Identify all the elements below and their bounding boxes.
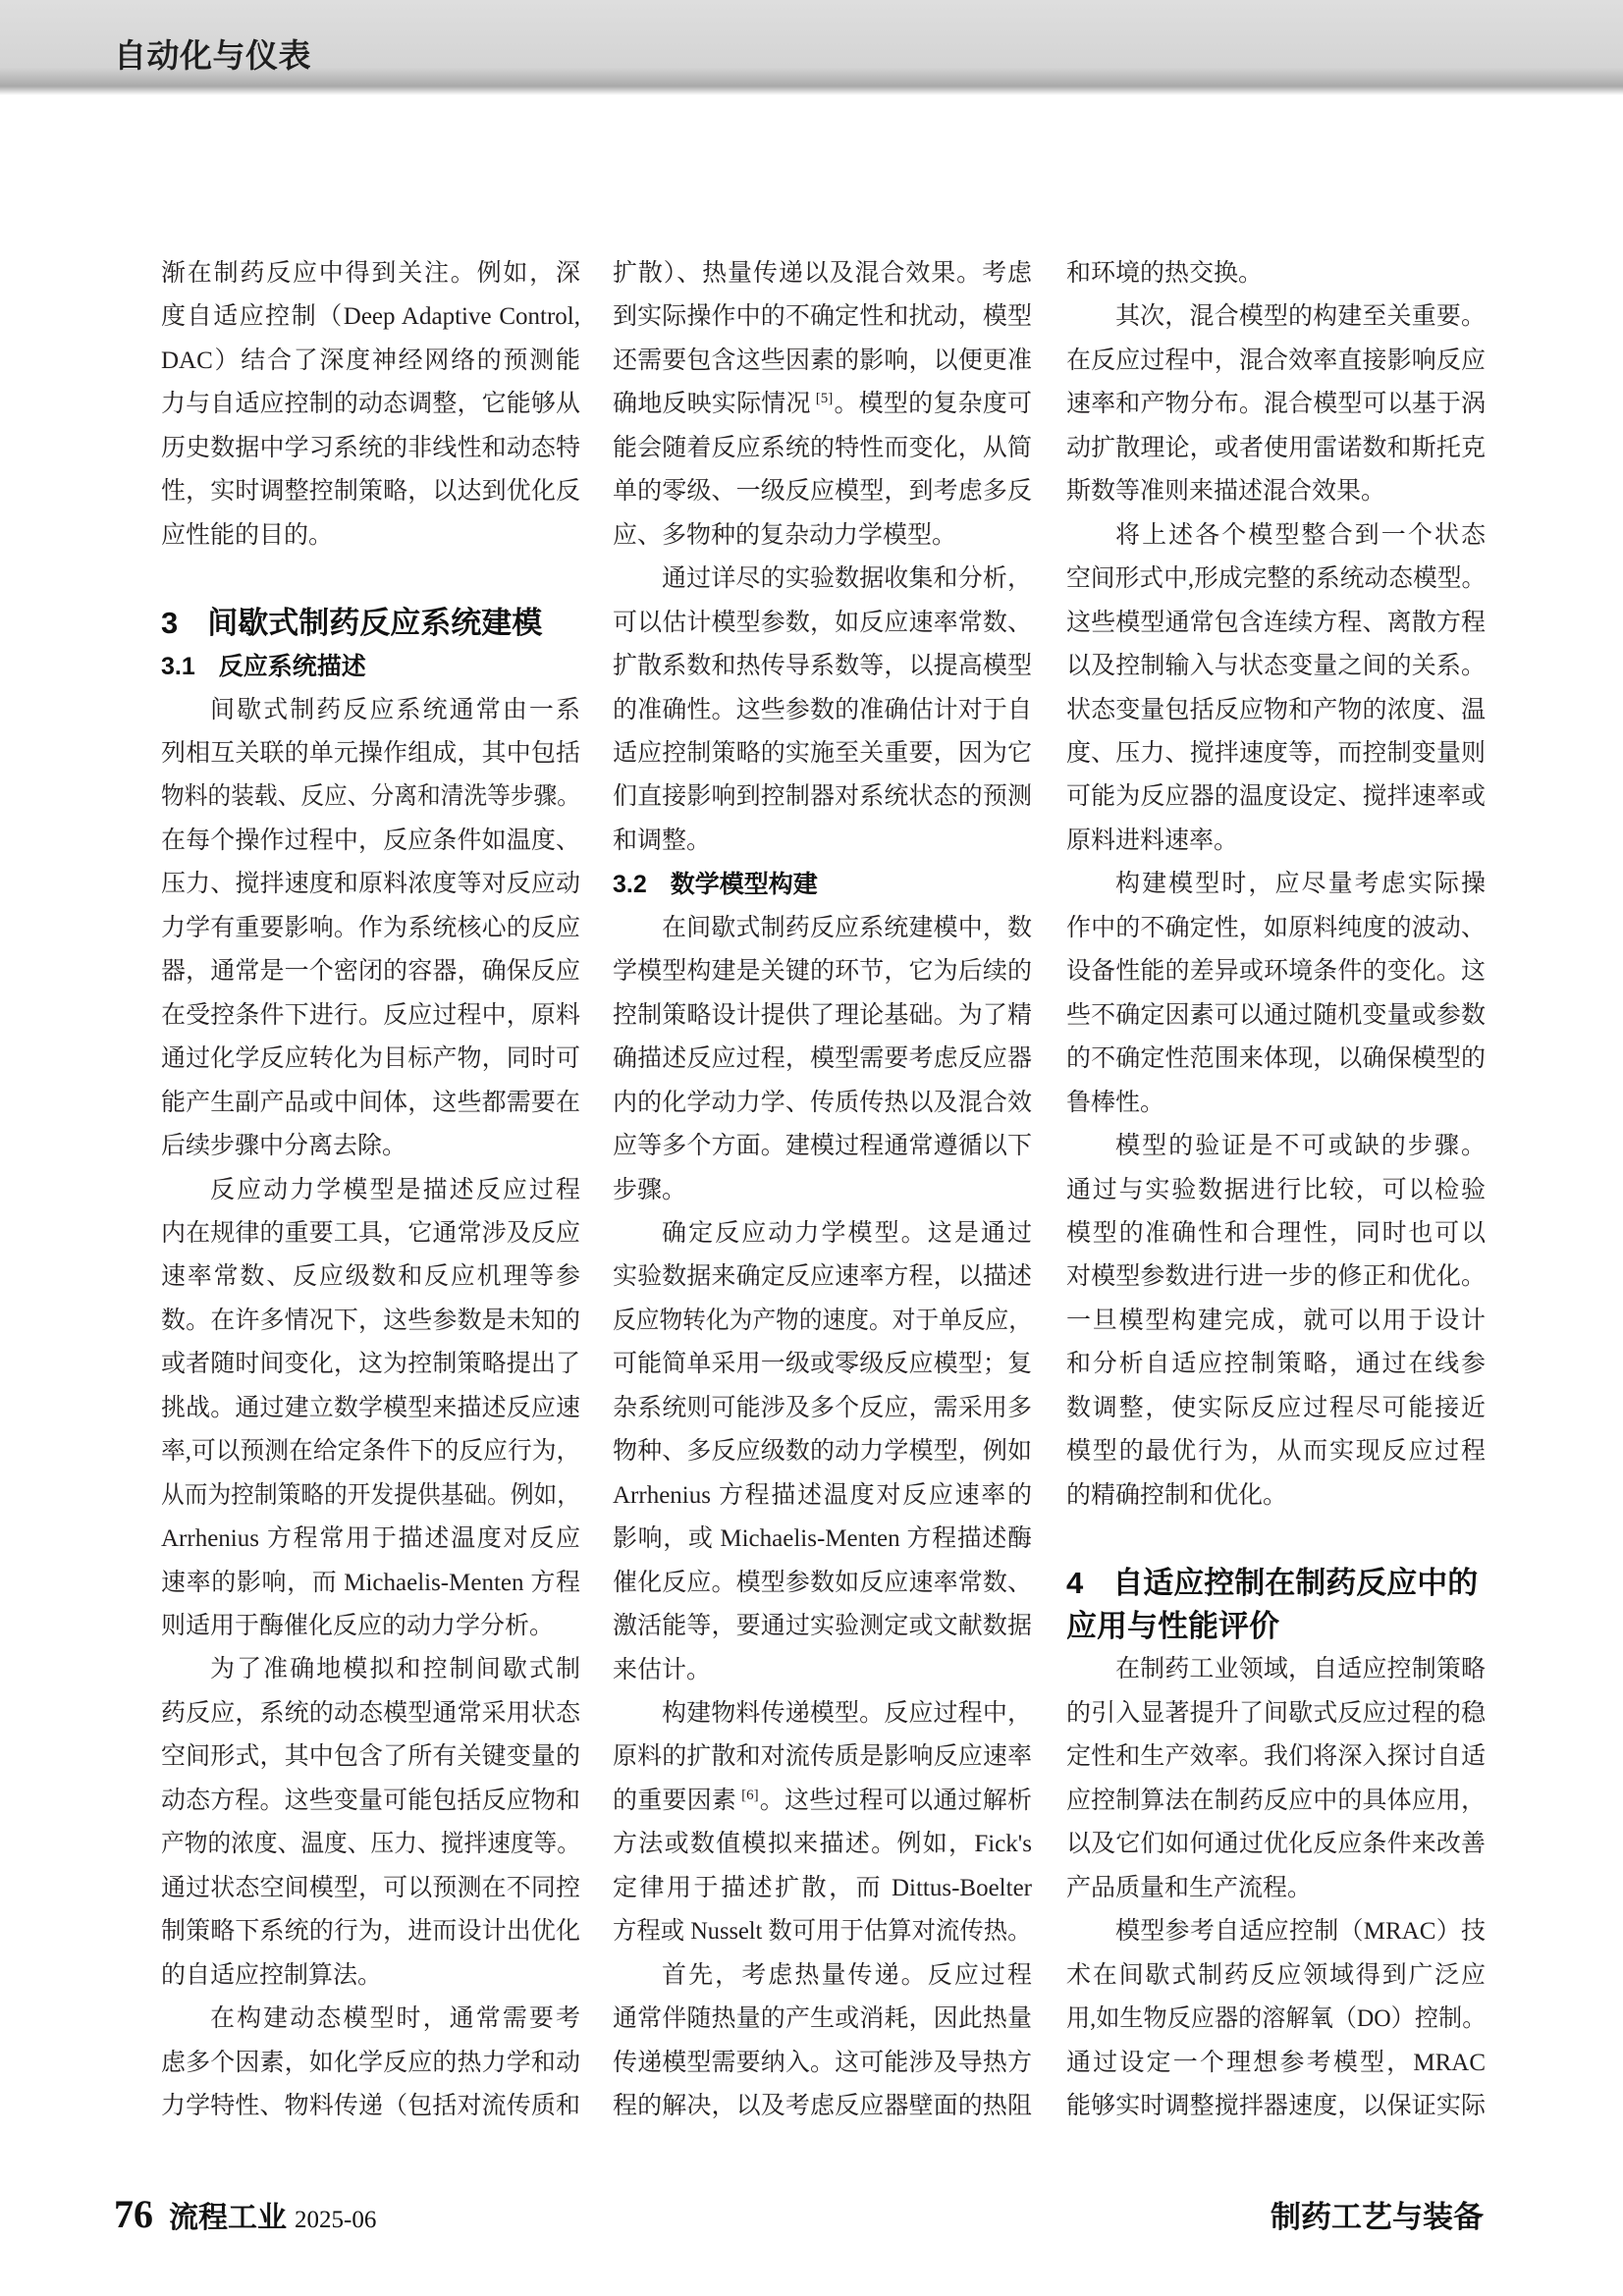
text-line: 激活能等，要通过实验测定或文献数据 <box>613 1613 1032 1640</box>
text-line: 和调整。 <box>613 827 712 854</box>
page-number: 76 <box>114 2192 153 2236</box>
text-line: 在制药工业领域，自适应控制策略 <box>1115 1656 1486 1683</box>
text-line: Arrhenius 方程描述温度对反应速率的 <box>613 1481 1032 1509</box>
text-line: 应等多个方面。建模过程通常遵循以下 <box>613 1133 1032 1160</box>
text-line: 这些模型通常包含连续方程、离散方程 <box>1066 609 1486 636</box>
text-line: 空间形式中,形成完整的系统动态模型。 <box>1066 565 1487 593</box>
section-heading-line <box>1066 1562 1486 1605</box>
text-line: 在反应过程中，混合效率直接影响反应 <box>1066 347 1486 374</box>
text-line: 单的零级、一级反应模型，到考虑多反 <box>613 478 1032 506</box>
text-line: 们直接影响到控制器对系统状态的预测 <box>613 783 1032 811</box>
paragraph <box>1066 863 1486 1125</box>
paragraph <box>613 907 1032 1212</box>
paragraph <box>161 1169 580 1649</box>
paragraph <box>1066 1125 1486 1518</box>
subsection-heading <box>161 645 580 688</box>
text-line: 压力、搅拌速度和原料浓度等对反应动 <box>161 871 580 898</box>
text-line: 在每个操作过程中，反应条件如温度、 <box>161 827 580 854</box>
text-line: 的自适应控制算法。 <box>161 1961 383 1989</box>
text-line: 确描述反应过程，模型需要考虑反应器 <box>613 1045 1032 1073</box>
text-line: 模型的准确性和合理性，同时也可以 <box>1066 1219 1486 1247</box>
text-line: 内在规律的重要工具，它通常涉及反应 <box>161 1219 580 1247</box>
text-line: 和环境的热交换。 <box>1066 260 1264 287</box>
text-line: 历史数据中学习系统的非线性和动态特 <box>161 434 580 461</box>
citation-reference: [6] <box>741 1787 759 1803</box>
text-line: 物料的装载、反应、分离和清洗等步骤。 <box>161 783 581 811</box>
text-line: 性，实时调整控制策略，以达到优化反 <box>161 478 580 506</box>
section-title: 间歇式制药反应系统建模 <box>207 605 543 640</box>
text-line: 可能简单采用一级或零级反应模型；复 <box>613 1351 1032 1378</box>
text-line: 影响，或 Michaelis-Menten 方程描述酶 <box>613 1525 1032 1553</box>
text-line: 的引入显著提升了间歇式反应过程的稳 <box>1066 1699 1486 1727</box>
paragraph <box>161 689 580 1169</box>
text-line: 力学有重要影响。作为系统核心的反应 <box>161 914 580 941</box>
text-segment: 的重要因素 <box>613 1787 737 1814</box>
text-line: 模型的验证是不可或缺的步骤。 <box>1115 1133 1486 1160</box>
paragraph <box>1066 252 1486 295</box>
text-line: 内的化学动力学、传质传热以及混合效 <box>613 1089 1032 1116</box>
text-line: 间歇式制药反应系统通常由一系 <box>210 696 580 723</box>
text-line: 器，通常是一个密闭的容器，确保反应 <box>161 958 580 986</box>
text-segment: 。这些过程可以通过解析 <box>759 1787 1032 1814</box>
text-line: 速率和产物分布。混合模型可以基于涡 <box>1066 391 1486 418</box>
section-heading <box>1066 1562 1486 1649</box>
running-header-bar <box>0 0 1623 86</box>
text-line: 一旦模型构建完成，就可以用于设计 <box>1066 1307 1486 1334</box>
text-line: 在受控条件下进行。反应过程中，原料 <box>161 1001 580 1029</box>
text-line: 扩散）、热量传递以及混合效果。考虑 <box>613 260 1032 287</box>
text-line: 物种、多反应级数的动力学模型，例如 <box>613 1438 1032 1466</box>
text-line: 来估计。 <box>613 1656 712 1683</box>
text-line: 数。在许多情况下，这些参数是未知的 <box>161 1307 580 1334</box>
text-line: 度、压力、搅拌速度等，而控制变量则 <box>1066 739 1486 767</box>
journal-column-title: 制药工艺与装备 <box>1271 2200 1484 2234</box>
text-line: 对模型参数进行进一步的修正和优化。 <box>1066 1263 1486 1291</box>
text-line: 其次，混合模型的构建至关重要。 <box>1115 303 1486 331</box>
paragraph <box>1066 514 1486 864</box>
paragraph <box>1066 1910 1486 2128</box>
text-line: 在构建动态模型时，通常需要考 <box>210 2005 580 2033</box>
subsection-number: 3.1 <box>161 653 195 681</box>
text-line: 空间形式，其中包含了所有关键变量的 <box>161 1743 580 1771</box>
text-line: 从而为控制策略的开发提供基础。例如， <box>161 1481 581 1509</box>
paragraph <box>1066 1648 1486 1910</box>
text-line: 术在间歇式制药反应领域得到广泛应 <box>1066 1961 1486 1989</box>
subsection-number: 3.2 <box>613 871 647 899</box>
text-line: 速率的影响，而 Michaelis-Menten 方程 <box>161 1569 580 1596</box>
section-heading-line <box>1066 1605 1486 1648</box>
text-line: 定律用于描述扩散，而 Dittus-Boelter <box>613 1874 1032 1901</box>
text-line: 扩散系数和热传导系数等，以提高模型 <box>613 653 1032 680</box>
text-line: 或者随时间变化，这为控制策略提出了 <box>161 1351 580 1378</box>
text-line: 学模型构建是关键的环节，它为后续的 <box>613 958 1032 986</box>
section-number: 3 <box>161 605 179 640</box>
text-line: 后续步骤中分离去除。 <box>161 1133 407 1160</box>
text-line: 模型的最优行为，从而实现反应过程 <box>1066 1438 1486 1466</box>
text-line: 数调整，使实际反应过程尽可能接近 <box>1066 1394 1486 1421</box>
text-line: 在间歇式制药反应系统建模中，数 <box>662 914 1032 941</box>
text-line: 制策略下系统的行为，进而设计出优化 <box>161 1918 580 1946</box>
text-line: 应、多物种的复杂动力学模型。 <box>613 521 957 549</box>
text-line: 程的解决，以及考虑反应器壁面的热阻 <box>613 2093 1032 2120</box>
text-line: 作中的不确定性，如原料纯度的波动、 <box>1066 914 1486 941</box>
text-line: 以及它们如何通过优化反应条件来改善 <box>1066 1831 1486 1858</box>
subsection-title: 数学模型构建 <box>670 871 818 899</box>
text-line: 可以估计模型参数，如反应速率常数、 <box>613 609 1032 636</box>
text-line: 确定反应动力学模型。这是通过 <box>662 1219 1032 1247</box>
paragraph <box>613 558 1032 863</box>
paragraph <box>161 1648 580 1998</box>
text-line: 状态变量包括反应物和产物的浓度、温 <box>1066 696 1486 723</box>
text-line: 能够实时调整搅拌器速度，以保证实际 <box>1066 2093 1486 2120</box>
paragraph <box>613 252 1032 558</box>
paragraph <box>613 1954 1032 2129</box>
text-line: 原料进料速率。 <box>1066 827 1239 854</box>
text-line: 方法或数值模拟来描述。例如，Fick's <box>613 1831 1032 1858</box>
text-line: 实验数据来确定反应速率方程，以描述 <box>613 1263 1032 1291</box>
paragraph <box>613 1692 1032 1954</box>
text-line: 和分析自适应控制策略，通过在线参 <box>1066 1351 1486 1378</box>
text-line: 应性能的目的。 <box>161 521 334 549</box>
text-line: 首先，考虑热量传递。反应过程 <box>662 1961 1032 1989</box>
text-segment: 。模型的复杂度可 <box>834 391 1032 418</box>
text-line: 适应控制策略的实施至关重要，因为它 <box>613 739 1032 767</box>
text-column-3 <box>1066 252 1486 2128</box>
text-line: 力学特性、物料传递（包括对流传质和 <box>161 2093 580 2120</box>
text-line <box>613 1780 1032 1823</box>
text-line: 反应动力学模型是描述反应过程 <box>210 1176 580 1203</box>
text-line: 能产生副产品或中间体，这些都需要在 <box>161 1089 580 1116</box>
text-line: 方程或 Nusselt 数可用于估算对流传热。 <box>613 1918 1032 1946</box>
text-line: 反应物转化为产物的速度。对于单反应， <box>613 1307 1033 1334</box>
section-title: 自适应控制在制药反应中的 <box>1112 1565 1479 1600</box>
subsection-heading <box>613 863 1032 906</box>
text-line: 产品质量和生产流程。 <box>1066 1874 1313 1901</box>
text-line: 应控制算法在制药反应中的具体应用， <box>1066 1787 1486 1814</box>
subsection-title: 反应系统描述 <box>218 653 366 681</box>
paragraph <box>161 1998 580 2128</box>
section-heading-line <box>161 602 580 645</box>
paragraph <box>1066 295 1486 513</box>
text-line: 产物的浓度、温度、压力、搅拌速度等。 <box>161 1831 581 1858</box>
text-line: 列相互关联的单元操作组成，其中包括 <box>161 739 580 767</box>
section-number: 4 <box>1066 1565 1084 1600</box>
text-line: 通常伴随热量的产生或消耗，因此热量 <box>613 2005 1032 2033</box>
page-footer <box>114 2191 1484 2246</box>
footer-publication-info <box>114 2191 376 2237</box>
text-line: 还需要包含这些因素的影响，以便更准 <box>613 347 1032 374</box>
text-line: Arrhenius 方程常用于描述温度对反应 <box>161 1525 580 1553</box>
text-line: 些不确定因素可以通过随机变量或参数 <box>1066 1001 1486 1029</box>
text-line: 则适用于酶催化反应的动力学分析。 <box>161 1613 555 1640</box>
text-line: 挑战。通过建立数学模型来描述反应速 <box>161 1394 580 1421</box>
issue-date: 2025-06 <box>295 2207 377 2233</box>
text-line: DAC）结合了深度神经网络的预测能 <box>161 347 580 374</box>
text-line: 到实际操作中的不确定性和扰动，模型 <box>613 303 1032 331</box>
text-line: 通过设定一个理想参考模型，MRAC <box>1066 2049 1486 2076</box>
text-line: 将上述各个模型整合到一个状态 <box>1115 521 1486 549</box>
text-line: 斯数等准则来描述混合效果。 <box>1066 478 1386 506</box>
citation-reference: [5] <box>815 391 834 407</box>
text-line: 通过化学反应转化为目标产物，同时可 <box>161 1045 580 1073</box>
text-line: 传递模型需要纳入。这可能涉及导热方 <box>613 2049 1032 2076</box>
text-column-1 <box>161 252 580 2128</box>
text-line: 度自适应控制（Deep Adaptive Control, <box>161 303 580 331</box>
text-line: 原料的扩散和对流传质是影响反应速率 <box>613 1743 1032 1771</box>
text-line: 构建模型时，应尽量考虑实际操 <box>1115 871 1486 898</box>
text-line: 的精确控制和优化。 <box>1066 1481 1288 1509</box>
paragraph <box>161 252 580 558</box>
text-line: 渐在制药反应中得到关注。例如，深 <box>161 260 580 287</box>
running-header-section-title: 自动化与仪表 <box>114 37 311 74</box>
text-column-2 <box>613 252 1032 2128</box>
text-line: 鲁棒性。 <box>1066 1089 1165 1116</box>
text-line: 控制策略设计提供了理论基础。为了精 <box>613 1001 1032 1029</box>
text-line: 可能为反应器的温度设定、搅拌速率或 <box>1066 783 1486 811</box>
text-line: 设备性能的差异或环境条件的变化。这 <box>1066 958 1486 986</box>
text-line: 催化反应。模型参数如反应速率常数、 <box>613 1569 1032 1596</box>
section-title: 应用与性能评价 <box>1066 1609 1279 1644</box>
section-heading <box>161 602 580 645</box>
text-line: 速率常数、反应级数和反应机理等参 <box>161 1263 580 1291</box>
paragraph <box>613 1212 1032 1692</box>
text-line: 通过详尽的实验数据收集和分析， <box>662 565 1032 593</box>
text-line: 虑多个因素，如化学反应的热力学和动 <box>161 2049 580 2076</box>
text-line: 的准确性。这些参数的准确估计对于自 <box>613 696 1032 723</box>
publication-name: 流程工业 <box>169 2202 287 2234</box>
running-header-shadow <box>0 86 1623 95</box>
text-line: 定性和生产效率。我们将深入探讨自适 <box>1066 1743 1486 1771</box>
text-line: 步骤。 <box>613 1176 687 1203</box>
text-line: 动扩散理论，或者使用雷诺数和斯托克 <box>1066 434 1486 461</box>
text-line: 能会随着反应系统的特性而变化，从简 <box>613 434 1032 461</box>
text-line <box>613 383 1032 426</box>
text-line: 力与自适应控制的动态调整，它能够从 <box>161 391 580 418</box>
text-line: 为了准确地模拟和控制间歇式制 <box>210 1656 580 1683</box>
text-line: 通过状态空间模型，可以预测在不同控 <box>161 1874 580 1901</box>
text-line: 模型参考自适应控制（MRAC）技 <box>1115 1918 1486 1946</box>
text-line: 药反应，系统的动态模型通常采用状态 <box>161 1699 580 1727</box>
text-line: 率,可以预测在给定条件下的反应行为， <box>161 1438 581 1466</box>
text-line: 动态方程。这些变量可能包括反应物和 <box>161 1787 580 1814</box>
text-line: 通过与实验数据进行比较，可以检验 <box>1066 1176 1486 1203</box>
text-line: 构建物料传递模型。反应过程中， <box>662 1699 1032 1727</box>
text-line: 杂系统则可能涉及多个反应，需采用多 <box>613 1394 1032 1421</box>
text-line: 的不确定性范围来体现，以确保模型的 <box>1066 1045 1486 1073</box>
text-line: 以及控制输入与状态变量之间的关系。 <box>1066 653 1486 680</box>
text-line: 用,如生物反应器的溶解氧（DO）控制。 <box>1066 2005 1487 2033</box>
text-segment: 确地反映实际情况 <box>613 391 811 418</box>
